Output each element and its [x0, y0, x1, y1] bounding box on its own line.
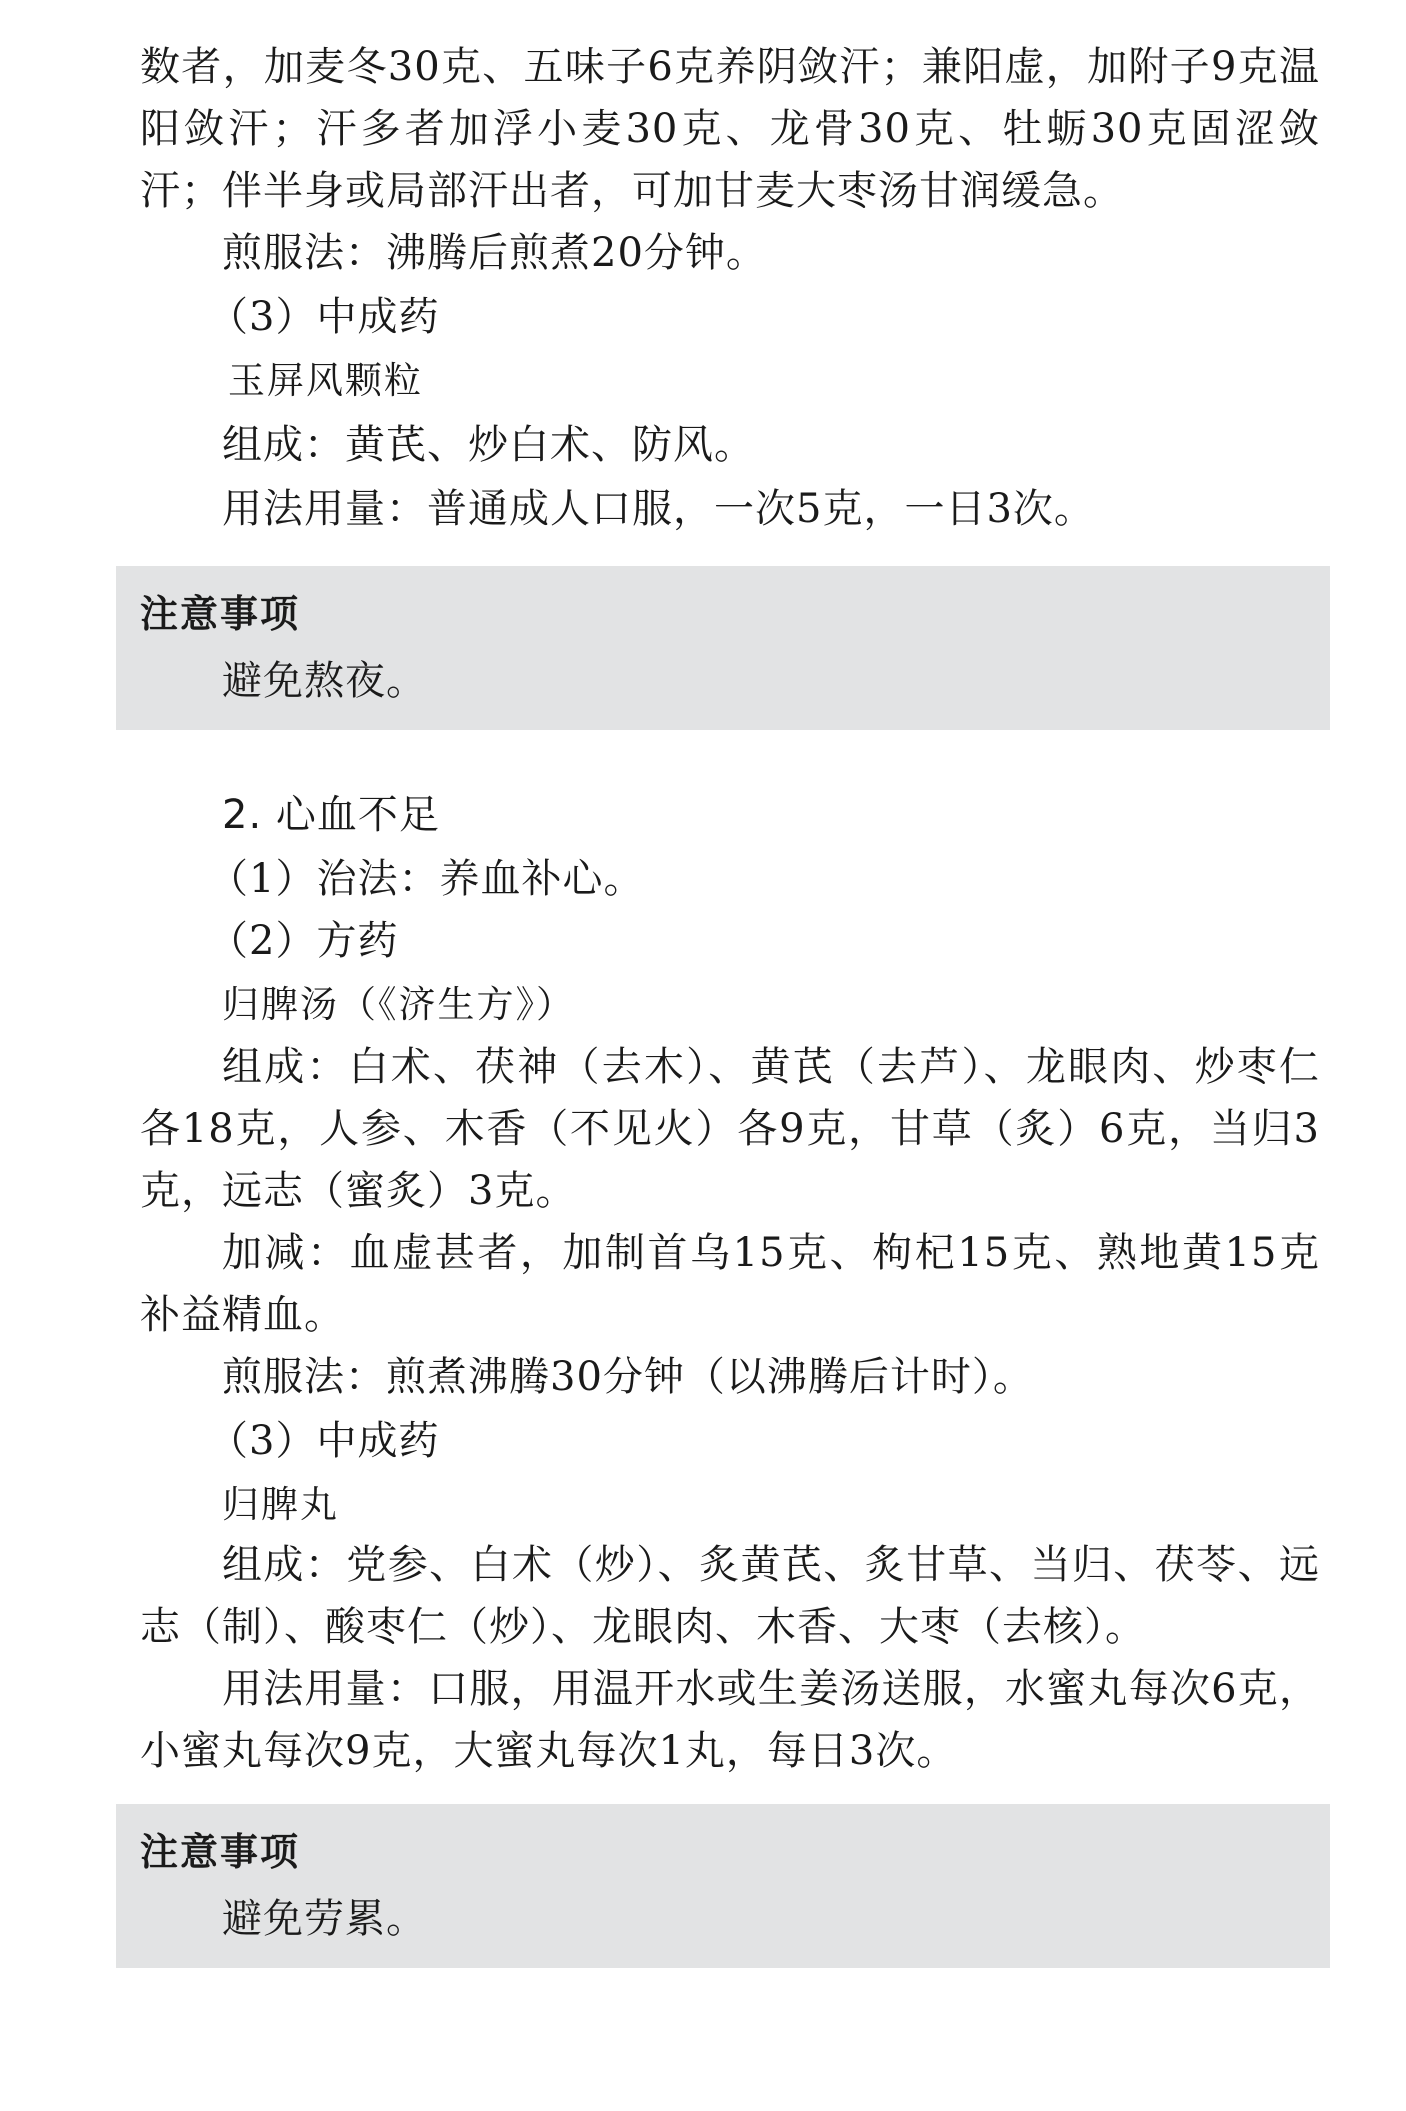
patent-composition-1: 组成：黄芪、炒白术、防风。	[222, 422, 755, 468]
formula-composition-2: 组成：白术、茯神（去木）、黄芪（去芦）、龙眼肉、炒枣仁各18克，人参、木香（不见火）各9克，甘草（炙）6克，当归3克，远志（蜜炙）3克。	[140, 1044, 1320, 1214]
treatment-method-2: （1）治法：养血补心。	[208, 856, 645, 902]
notice-box-1	[116, 566, 1330, 730]
decoction-method-2: 煎服法：煎煮沸腾30分钟（以沸腾后计时）。	[222, 1354, 1034, 1400]
notice-text-2: 避免劳累。	[222, 1896, 427, 1942]
formula-modification-2: 加减：血虚甚者，加制首乌15克、枸杞15克、熟地黄15克补益精血。	[140, 1230, 1320, 1338]
patent-medicine-name-1: 玉屏风颗粒	[228, 359, 423, 402]
patent-composition-2: 组成：党参、白术（炒）、炙黄芪、炙甘草、当归、茯苓、远志（制）、酸枣仁（炒）、龙眼肉、木香、大枣（去核）。	[140, 1542, 1320, 1650]
patent-medicine-name-2: 归脾丸	[222, 1483, 339, 1526]
patent-usage-1: 用法用量：普通成人口服，一次5克，一日3次。	[222, 486, 1095, 532]
formula-heading-2: （2）方药	[208, 918, 399, 964]
notice-title-2: 注意事项	[140, 1830, 301, 1874]
decoction-method-1: 煎服法：沸腾后煎煮20分钟。	[222, 230, 767, 276]
patent-usage-2: 用法用量：口服，用温开水或生姜汤送服，水蜜丸每次6克，小蜜丸每次9克，大蜜丸每次1丸，每日3次。	[140, 1666, 1320, 1774]
sweating-modification-paragraph: 数者，加麦冬30克、五味子6克养阴敛汗；兼阳虚，加附子9克温阳敛汗；汗多者加浮小麦30克、龙骨30克、牡蛎30克固涩敛汗；伴半身或局部汗出者，可加甘麦大枣汤甘润缓急。	[140, 44, 1320, 214]
notice-title-1: 注意事项	[140, 592, 301, 636]
notice-text-1: 避免熬夜。	[222, 658, 427, 704]
formula-name-2: 归脾汤（《济生方》）	[222, 983, 575, 1026]
patent-medicine-heading-1: （3）中成药	[208, 294, 440, 340]
notice-box-2	[116, 1804, 1330, 1968]
patent-medicine-heading-2: （3）中成药	[208, 1418, 440, 1464]
section-heading-heart-blood-deficiency: 2. 心血不足	[222, 792, 440, 838]
